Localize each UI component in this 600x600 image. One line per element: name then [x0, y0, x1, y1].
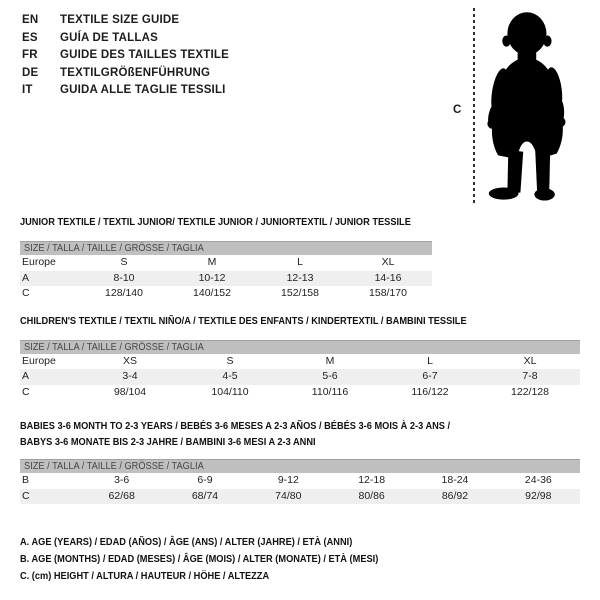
- table-cell: 104/110: [211, 385, 249, 398]
- table-cell: 128/140: [105, 287, 143, 299]
- table-cell: L: [427, 354, 433, 367]
- children-table-section: [20, 315, 580, 401]
- size-header-label: SIZE / TALLA / TAILLE / GRÖSSE / TAGLIA: [24, 460, 204, 472]
- table-cell: 12-13: [286, 271, 314, 284]
- table-cell: S: [120, 256, 128, 268]
- table-row: [20, 255, 432, 271]
- table-cell: 80/86: [358, 489, 385, 502]
- table-cell: XL: [523, 354, 537, 367]
- lang-row-it: [22, 82, 229, 100]
- lang-row-de: [22, 65, 229, 83]
- tables-area: [20, 216, 580, 585]
- table-cell: 68/74: [191, 489, 219, 502]
- table-cell: 8-10: [113, 271, 135, 284]
- table-row: [20, 271, 432, 287]
- table-title: [20, 315, 580, 327]
- table-cell: 4-5: [222, 370, 238, 382]
- table-row: [20, 286, 432, 302]
- table-cell: 74/80: [275, 489, 302, 502]
- size-header-bar: [20, 241, 432, 255]
- table-cell: 18-24: [441, 474, 469, 486]
- table-cell: A: [22, 271, 30, 284]
- table-cell: 6-7: [422, 370, 438, 382]
- baby-silhouette-icon: [486, 7, 579, 209]
- footnote-legend: [20, 534, 580, 585]
- size-header-label: SIZE / TALLA / TAILLE / GRÖSSE / TAGLIA: [24, 242, 204, 254]
- table-cell: 110/116: [311, 385, 349, 398]
- table-cell: L: [297, 256, 303, 268]
- lang-row-es: [22, 30, 229, 48]
- table-cell: XL: [381, 256, 395, 268]
- table-cell: 86/92: [441, 489, 469, 502]
- table-cell: 98/104: [113, 385, 147, 398]
- table-row: [20, 473, 580, 489]
- text-line: C. (cm) HEIGHT / ALTURA / HAUTEUR / HÖHE / ALTEZZA: [20, 570, 270, 582]
- lang-code: IT: [22, 84, 33, 96]
- table-cell: Europe: [22, 354, 56, 367]
- size-header-bar: [20, 459, 580, 473]
- table-cell: C: [22, 385, 30, 398]
- table-row: [20, 369, 580, 385]
- table-cell: B: [22, 474, 30, 486]
- lang-title: GUÍA DE TALLAS: [60, 31, 158, 44]
- size-header-label: SIZE / TALLA / TAILLE / GRÖSSE / TAGLIA: [24, 340, 204, 353]
- text-line: BABYS 3-6 MONATE BIS 2-3 JAHRE / BAMBINI 3-6 MESI A 2-3 ANNI: [20, 436, 316, 448]
- table-row: [20, 385, 580, 401]
- height-measure-label: C: [453, 104, 462, 116]
- language-title-block: [22, 12, 229, 100]
- table-cell: C: [22, 489, 30, 502]
- table-cell: M: [325, 354, 335, 367]
- table-cell: 92/98: [525, 489, 552, 502]
- table-cell: 116/122: [411, 385, 449, 398]
- table-cell: 24-36: [524, 474, 552, 486]
- lang-title: GUIDE DES TAILLES TEXTILE: [60, 49, 229, 61]
- lang-title: GUIDA ALLE TAGLIE TESSILI: [60, 84, 226, 96]
- table-title: [20, 418, 580, 450]
- table-cell: 6-9: [197, 474, 213, 486]
- table-title: [20, 216, 580, 228]
- table-cell: 152/158: [281, 287, 319, 299]
- table-cell: 5-6: [322, 370, 338, 382]
- text-line: B. AGE (MONTHS) / EDAD (MESES) / ÂGE (MOIS) / ALTER (MONATE) / ETÀ (MESI): [20, 553, 379, 565]
- table-cell: C: [22, 287, 30, 299]
- text-line: JUNIOR TEXTILE / TEXTIL JUNIOR/ TEXTILE JUNIOR / JUNIORTEXTIL / JUNIOR TESSILE: [20, 216, 411, 228]
- lang-row-en: [22, 12, 229, 30]
- table-cell: 3-6: [114, 474, 130, 486]
- table-cell: 10-12: [198, 271, 226, 284]
- table-cell: XS: [122, 354, 137, 367]
- table-cell: 14-16: [374, 271, 402, 284]
- lang-code: DE: [22, 66, 39, 79]
- lang-code: EN: [22, 14, 39, 26]
- lang-title: TEXTILE SIZE GUIDE: [60, 14, 180, 26]
- size-header-bar: [20, 340, 580, 354]
- text-line: BABIES 3-6 MONTH TO 2-3 YEARS / BEBÉS 3-6 MESES A 2-3 AÑOS / BÉBÉS 3-6 MOIS À 2-3 ANS /: [20, 420, 451, 432]
- table-cell: S: [226, 354, 234, 367]
- table-cell: 12-18: [358, 474, 386, 486]
- babies-table-section: [20, 418, 580, 504]
- text-line: A. AGE (YEARS) / EDAD (AÑOS) / ÂGE (ANS) / ALTER (JAHRE) / ETÀ (ANNI): [20, 536, 353, 548]
- junior-size-table: [20, 255, 432, 302]
- table-cell: 140/152: [193, 287, 231, 299]
- table-cell: Europe: [22, 256, 56, 268]
- table-cell: 7-8: [522, 370, 538, 382]
- junior-table-section: [20, 216, 580, 302]
- babies-size-table: [20, 473, 580, 504]
- table-cell: 9-12: [277, 474, 299, 486]
- lang-row-fr: [22, 47, 229, 65]
- height-measure-dotted-line: [473, 8, 475, 206]
- table-cell: 122/128: [511, 385, 549, 398]
- lang-code: ES: [22, 31, 38, 44]
- table-cell: 158/170: [369, 287, 407, 299]
- table-cell: A: [22, 370, 30, 382]
- table-row: [20, 354, 580, 370]
- lang-code: FR: [22, 49, 38, 61]
- text-line: CHILDREN'S TEXTILE / TEXTIL NIÑO/A / TEXTILE DES ENFANTS / KINDERTEXTIL / BAMBINI TESSILE: [20, 314, 467, 327]
- table-cell: M: [207, 256, 217, 268]
- table-row: [20, 489, 580, 505]
- table-cell: 62/68: [108, 489, 135, 502]
- table-cell: 3-4: [122, 370, 138, 382]
- children-size-table: [20, 354, 580, 401]
- lang-title: TEXTILGRÖßENFÜHRUNG: [60, 66, 211, 79]
